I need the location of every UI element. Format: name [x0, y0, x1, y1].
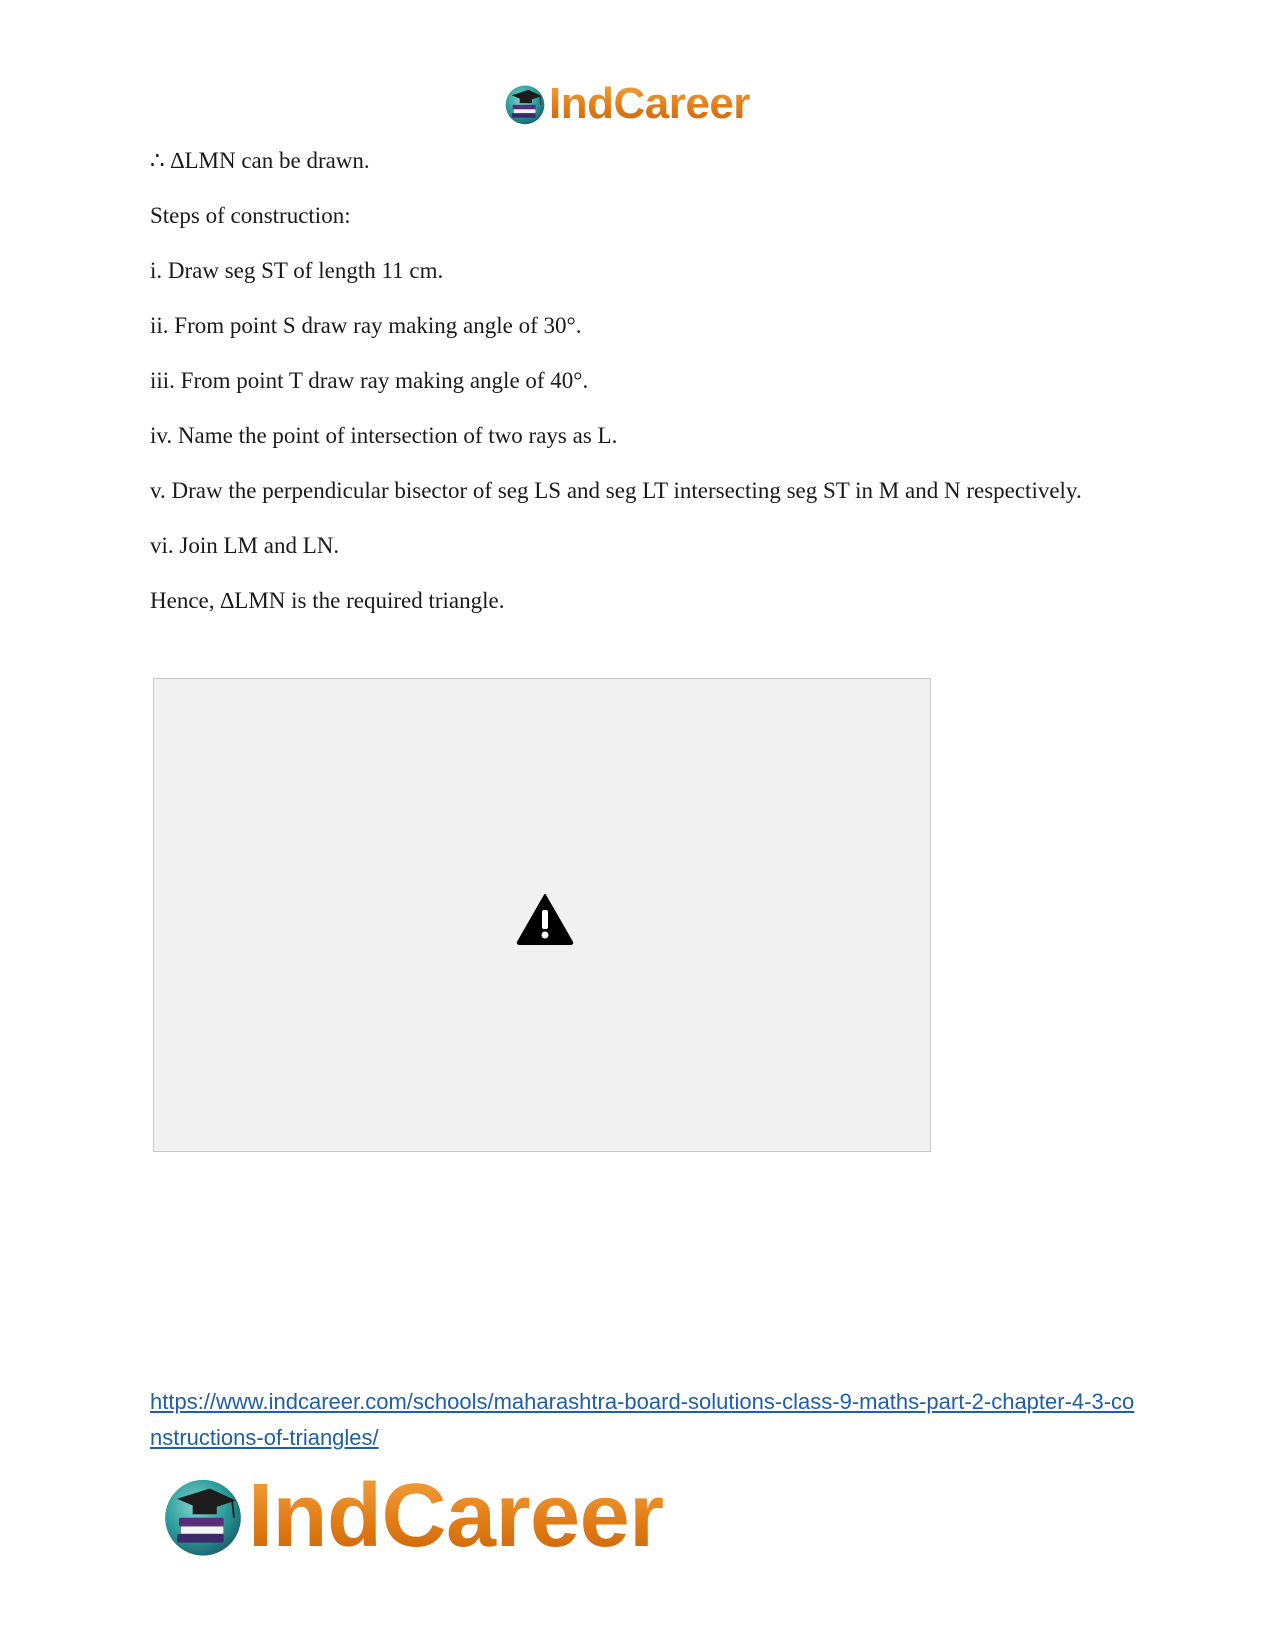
warning-icon [516, 893, 574, 945]
step-6: vi. Join LM and LN. [150, 533, 340, 558]
step-2: ii. From point S draw ray making angle of 30°. [150, 313, 582, 338]
diagram-image-placeholder [153, 678, 931, 1152]
step-1: i. Draw seg ST of length 11 cm. [150, 258, 444, 283]
step-4: iv. Name the point of intersection of two rays as L. [150, 423, 618, 448]
source-link[interactable]: https://www.indcareer.com/schools/maharashtra-board-solutions-class-9-maths-part-2-chapter-4-3-constructions-of-triangles/ [150, 1389, 1135, 1450]
step-5: v. Draw the perpendicular bisector of seg LS and seg LT intersecting seg ST in M and N respectively. [150, 478, 1082, 503]
brand-wordmark-footer: IndCareer [248, 1466, 664, 1566]
step-3: iii. From point T draw ray making angle of 40°. [150, 368, 589, 393]
logo-globe-icon [503, 82, 547, 126]
logo-globe-icon [160, 1473, 246, 1559]
header-logo [503, 80, 750, 128]
content-body [150, 146, 1100, 641]
result-line: Hence, ∆LMN is the required triangle. [150, 588, 505, 613]
steps-heading: Steps of construction: [150, 203, 351, 228]
footer-logo [160, 1468, 664, 1564]
conclusion-line: ∴ ∆LMN can be drawn. [150, 148, 370, 173]
brand-wordmark: IndCareer [549, 79, 750, 128]
